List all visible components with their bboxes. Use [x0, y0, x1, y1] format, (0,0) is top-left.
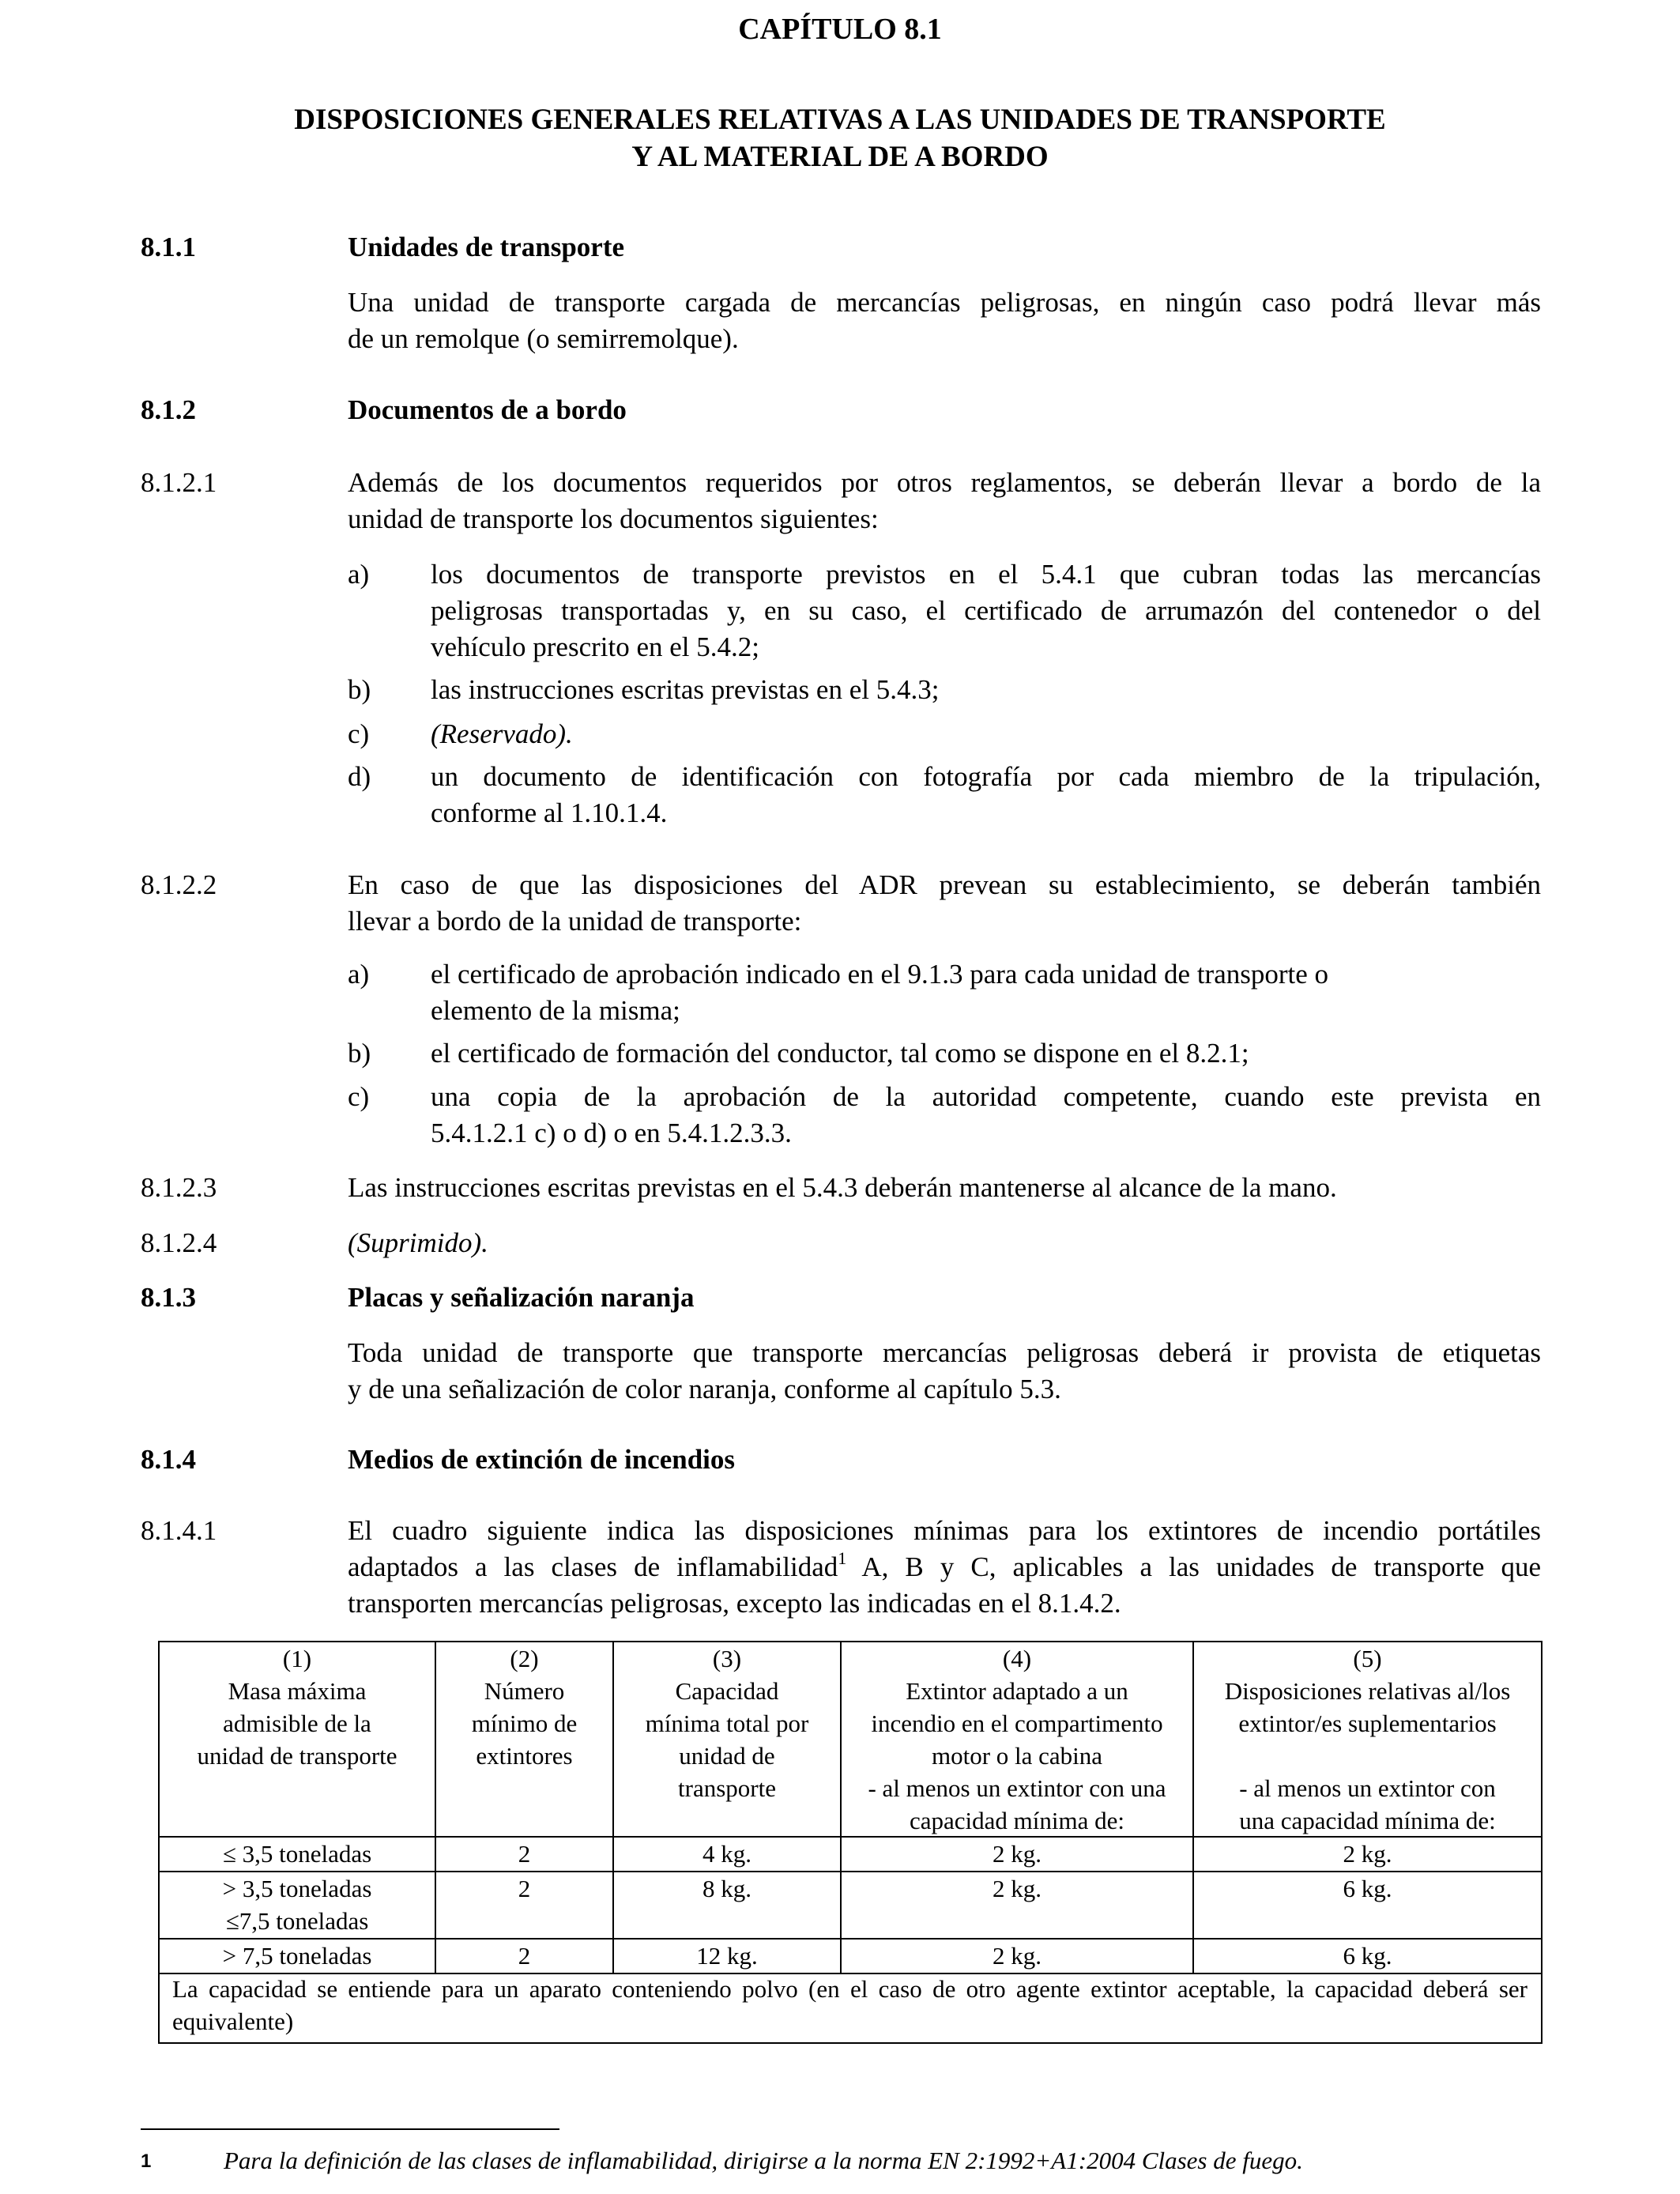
header-line: una capacidad mínima de:	[1239, 1807, 1496, 1834]
footnote-text: Para la definición de las clases de inflamabilidad, dirigirse a la norma EN 2:1992+A1:2004 Clases de fuego.	[224, 2147, 1303, 2174]
list-item-text	[431, 556, 1541, 665]
section-number-8-1-2-1: 8.1.2.1	[141, 467, 217, 498]
list-label: c)	[348, 1081, 370, 1112]
table-cell	[1194, 1838, 1541, 1870]
text-line: conforme al 1.10.1.4.	[431, 797, 668, 828]
cell-text: 2	[518, 1840, 531, 1868]
list-item-text	[431, 716, 1541, 752]
list-label: d)	[348, 761, 371, 792]
document-title	[0, 101, 1680, 175]
cell-text: > 3,5 toneladas	[222, 1875, 372, 1902]
table-cell	[842, 1940, 1192, 1972]
list-label: a)	[348, 559, 370, 590]
text-line: vehículo prescrito en el 5.4.2;	[431, 631, 759, 662]
cell-text: > 7,5 toneladas	[222, 1942, 372, 1970]
list-label: b)	[348, 674, 371, 705]
text-line: un documento de identificación con fotografía por cada miembro de la tripulación,	[431, 761, 1541, 792]
document-title-line-2: Y AL MATERIAL DE A BORDO	[631, 141, 1049, 173]
text-line: unidad de transporte los documentos siguientes:	[348, 503, 879, 534]
table-cell	[436, 1838, 612, 1870]
text-fragment: adaptados a las clases de inflamabilidad	[348, 1551, 838, 1582]
chapter-title: CAPÍTULO 8.1	[738, 13, 942, 46]
table-cell	[614, 1940, 840, 1972]
header-line: incendio en el compartimento	[871, 1710, 1163, 1737]
section-text-8-1-2-4: (Suprimido).	[348, 1227, 488, 1258]
list-item-text	[431, 1035, 1541, 1072]
table-header-col-3	[614, 1642, 840, 1804]
section-number-8-1-2-2: 8.1.2.2	[141, 869, 217, 900]
header-line: mínimo de	[471, 1710, 578, 1737]
extinguisher-table	[158, 1641, 1543, 2044]
table-cell	[842, 1838, 1192, 1870]
text-line: y de una señalización de color naranja, conforme al capítulo 5.3.	[348, 1374, 1061, 1404]
text-fragment: A, B y C, aplicables a las unidades de transporte que	[846, 1551, 1541, 1582]
table-cell	[436, 1872, 612, 1905]
header-line: unidad de	[679, 1742, 775, 1770]
list-label: b)	[348, 1038, 371, 1069]
header-line: (4)	[1002, 1645, 1032, 1672]
header-line: (3)	[712, 1645, 742, 1672]
cell-text: 2	[518, 1875, 531, 1902]
table-cell	[160, 1940, 435, 1972]
list-item-text	[431, 1079, 1541, 1152]
text-line: (Reservado).	[431, 718, 573, 749]
text-line: Toda unidad de transporte que transporte mercancías peligrosas deberá ir provista de etiquetas	[348, 1337, 1541, 1368]
text-line: En caso de que las disposiciones del ADR prevean su establecimiento, se deberán también	[348, 869, 1541, 900]
header-line: mínima total por	[645, 1710, 809, 1737]
section-text-8-1-2-3: Las instrucciones escritas previstas en el 5.4.3 deberán mantenerse al alcance de la mano.	[348, 1172, 1337, 1203]
text-line: transporten mercancías peligrosas, excepto las indicadas en el 8.1.4.2.	[348, 1588, 1121, 1619]
header-line: extintores	[476, 1742, 573, 1770]
table-cell	[1194, 1940, 1541, 1972]
header-line: - al menos un extintor con	[1239, 1774, 1496, 1802]
list-item-text	[431, 956, 1541, 1029]
header-line: (1)	[282, 1645, 312, 1672]
table-cell	[614, 1838, 840, 1870]
header-line: transporte	[678, 1774, 776, 1802]
table-note: La capacidad se entiende para un aparato conteniendo polvo (en el caso de otro agente extintor aceptable, la capacidad deberá ser equivalente)	[172, 1975, 1527, 2035]
section-heading-8-1-1: Unidades de transporte	[348, 232, 625, 262]
list-label: a)	[348, 959, 370, 990]
table-cell	[436, 1940, 612, 1972]
section-text-8-1-4-1	[348, 1513, 1541, 1622]
footnote-reference[interactable]: 1	[838, 1548, 847, 1568]
section-number-8-1-4-1: 8.1.4.1	[141, 1515, 217, 1546]
list-item-text	[431, 672, 1541, 708]
header-line: (2)	[510, 1645, 539, 1672]
cell-text: 6 kg.	[1343, 1942, 1392, 1970]
cell-text: 8 kg.	[703, 1875, 751, 1902]
header-line: Disposiciones relativas al/los	[1224, 1677, 1511, 1705]
table-cell	[160, 1838, 435, 1870]
cell-text: ≤ 3,5 toneladas	[222, 1840, 372, 1868]
section-text-8-1-2-1	[348, 465, 1541, 537]
text-line: El cuadro siguiente indica las disposiciones mínimas para los extintores de incendio portátiles	[348, 1515, 1541, 1546]
header-line	[1194, 1740, 1541, 1772]
section-text-8-1-3	[348, 1335, 1541, 1408]
list-item-text	[431, 759, 1541, 831]
footnote-mark: 1	[141, 2151, 152, 2172]
text-line: las instrucciones escritas previstas en el 5.4.3;	[431, 674, 940, 705]
section-number-8-1-1: 8.1.1	[141, 232, 196, 262]
text-line: elemento de la misma;	[431, 995, 680, 1026]
section-text-8-1-1	[348, 285, 1541, 357]
cell-text: 2 kg.	[993, 1840, 1042, 1868]
section-heading-8-1-4: Medios de extinción de incendios	[348, 1444, 736, 1475]
section-number-8-1-2: 8.1.2	[141, 394, 196, 425]
text-line: Una unidad de transporte cargada de mercancías peligrosas, en ningún caso podrá llevar más	[348, 287, 1541, 318]
header-line: Masa máxima	[228, 1677, 367, 1705]
header-line: Extintor adaptado a un	[906, 1677, 1128, 1705]
header-line: capacidad mínima de:	[910, 1807, 1124, 1834]
table-header-col-2	[436, 1642, 612, 1772]
text-line: 5.4.1.2.1 c) o d) o en 5.4.1.2.3.3.	[431, 1118, 792, 1148]
section-number-8-1-2-3: 8.1.2.3	[141, 1172, 217, 1203]
text-line: de un remolque (o semirremolque).	[348, 323, 739, 354]
cell-text: 2	[518, 1942, 531, 1970]
cell-text: 12 kg.	[696, 1942, 758, 1970]
cell-text: 2 kg.	[1343, 1840, 1392, 1868]
text-line: el certificado de formación del conductor, tal como se dispone en el 8.2.1;	[431, 1038, 1249, 1069]
cell-text: 6 kg.	[1343, 1875, 1392, 1902]
cell-text: ≤7,5 toneladas	[225, 1907, 369, 1935]
table-cell	[842, 1872, 1192, 1905]
table-header-col-1	[160, 1642, 435, 1772]
table-header-col-4	[842, 1642, 1192, 1837]
header-line: admisible de la	[223, 1710, 371, 1737]
header-line: (5)	[1353, 1645, 1382, 1672]
header-line: unidad de transporte	[197, 1742, 397, 1770]
section-heading-8-1-2: Documentos de a bordo	[348, 394, 627, 425]
header-line: - al menos un extintor con una	[868, 1774, 1166, 1802]
text-line: peligrosas transportadas y, en su caso, el certificado de arrumazón del contenedor o del	[431, 595, 1541, 626]
header-line: Número	[484, 1677, 565, 1705]
text-line: el certificado de aprobación indicado en el 9.1.3 para cada unidad de transporte o	[431, 959, 1329, 990]
cell-text: 4 kg.	[703, 1840, 751, 1868]
header-line: motor o la cabina	[931, 1742, 1103, 1770]
text-line: Además de los documentos requeridos por otros reglamentos, se deberán llevar a bordo de la	[348, 467, 1541, 498]
table-cell	[160, 1872, 435, 1937]
text-line: los documentos de transporte previstos en el 5.4.1 que cubran todas las mercancías	[431, 559, 1541, 590]
footnote-separator	[141, 2128, 559, 2130]
table-cell	[614, 1872, 840, 1905]
section-number-8-1-2-4: 8.1.2.4	[141, 1227, 217, 1258]
header-line: extintor/es suplementarios	[1238, 1710, 1497, 1737]
section-heading-8-1-3: Placas y señalización naranja	[348, 1282, 695, 1313]
section-number-8-1-4: 8.1.4	[141, 1444, 196, 1475]
list-label: c)	[348, 718, 370, 749]
text-line	[348, 1549, 1541, 1585]
text-line: una copia de la aprobación de la autoridad competente, cuando este prevista en	[431, 1081, 1541, 1112]
section-text-8-1-2-2	[348, 867, 1541, 940]
document-title-line-1: DISPOSICIONES GENERALES RELATIVAS A LAS UNIDADES DE TRANSPORTE	[294, 104, 1386, 136]
cell-text: 2 kg.	[993, 1942, 1042, 1970]
section-number-8-1-3: 8.1.3	[141, 1282, 196, 1313]
table-cell	[1194, 1872, 1541, 1905]
text-line: llevar a bordo de la unidad de transporte:	[348, 906, 802, 937]
table-header-col-5	[1194, 1642, 1541, 1837]
cell-text: 2 kg.	[993, 1875, 1042, 1902]
header-line: Capacidad	[675, 1677, 779, 1705]
